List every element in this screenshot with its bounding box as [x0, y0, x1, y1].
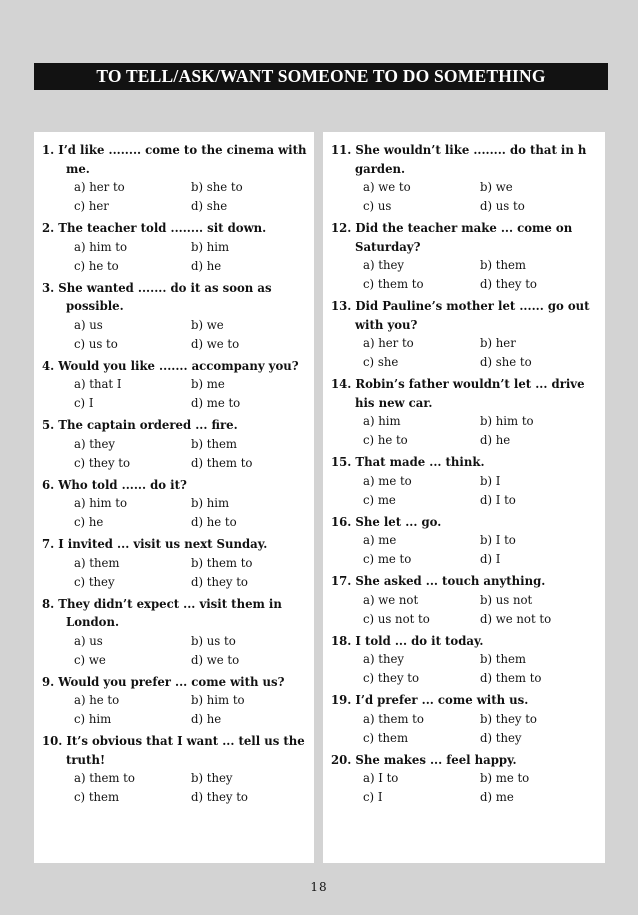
option-c[interactable]: c) them to [363, 277, 424, 291]
question-text: 10. It’s obvious that I want ... tell us the truth! [42, 734, 305, 767]
option-c[interactable]: c) them [74, 790, 120, 804]
option-d[interactable]: d) he [191, 712, 222, 726]
option-d[interactable]: d) they to [191, 790, 248, 804]
option-b[interactable]: b) them [480, 258, 526, 272]
option-c[interactable]: c) us [363, 199, 392, 213]
option-a[interactable]: a) I to [363, 771, 399, 785]
question-5 [42, 416, 314, 473]
option-c[interactable]: c) us not to [363, 611, 430, 626]
option-b[interactable]: b) we [480, 180, 513, 194]
option-a[interactable]: a) they [74, 436, 115, 451]
option-a[interactable]: a) we not [363, 592, 419, 607]
option-c[interactable]: c) they to [74, 455, 131, 470]
option-b[interactable]: b) him to [191, 693, 245, 707]
option-b[interactable]: b) him [191, 496, 230, 510]
option-d[interactable]: d) they [480, 730, 522, 745]
question-text: 1. I’d like ........ come to the cinema with me. [42, 143, 307, 176]
question-text: 13. Did Pauline’s mother let ...... go out [331, 299, 590, 313]
option-b[interactable]: b) us not [480, 592, 533, 607]
option-c[interactable]: c) I [74, 396, 94, 410]
option-c[interactable]: c) he [74, 515, 104, 529]
option-c[interactable]: c) us to [74, 336, 118, 351]
question-1 [42, 141, 314, 216]
question-9 [42, 673, 314, 730]
option-a[interactable]: a) they [363, 258, 404, 272]
option-b[interactable]: b) they [191, 771, 233, 785]
question-text: 3. She wanted ....... do it as soon as possible. [42, 280, 272, 313]
option-b[interactable]: b) I [480, 473, 501, 488]
question-text-continued: garden. [355, 161, 406, 176]
option-a[interactable]: a) us [74, 633, 103, 648]
option-c[interactable]: c) she [363, 355, 399, 369]
option-c[interactable]: c) him [74, 712, 112, 726]
question-text: 16. She let ... go. [331, 514, 442, 529]
option-b[interactable]: b) them [191, 436, 237, 451]
option-d[interactable]: d) me to [191, 396, 241, 410]
option-c[interactable]: c) he to [363, 433, 408, 447]
question-text: 5. The captain ordered ... fire. [42, 418, 238, 432]
left-question-column [34, 132, 314, 863]
option-a[interactable]: a) that I [74, 377, 122, 391]
question-12 [331, 219, 605, 294]
option-d[interactable]: d) we to [191, 336, 240, 351]
question-3 [42, 279, 314, 354]
option-d[interactable]: d) he to [191, 515, 237, 529]
question-2 [42, 219, 314, 276]
option-a[interactable]: a) her to [363, 336, 414, 350]
option-a[interactable]: a) him to [74, 239, 128, 254]
question-10 [42, 732, 314, 807]
option-c[interactable]: c) he to [74, 258, 119, 273]
question-6 [42, 476, 314, 533]
question-text: 18. I told ... do it today. [331, 633, 484, 648]
option-c[interactable]: c) her [74, 199, 109, 213]
option-a[interactable]: a) him to [74, 496, 128, 510]
question-text: 11. She wouldn’t like ........ do that in h [331, 143, 587, 157]
option-b[interactable]: b) me to [480, 771, 530, 785]
question-text-continued: his new car. [355, 395, 433, 410]
right-question-column [323, 132, 605, 863]
option-d[interactable]: d) we not to [480, 611, 552, 626]
question-14 [331, 375, 605, 450]
page-number: 18 [310, 880, 328, 894]
option-d[interactable]: d) they to [191, 574, 248, 589]
option-c[interactable]: c) me [363, 492, 396, 507]
option-b[interactable]: b) her [480, 336, 516, 350]
option-d[interactable]: d) them to [191, 455, 253, 470]
option-b[interactable]: b) I to [480, 533, 516, 547]
option-d[interactable]: d) we to [191, 652, 240, 667]
option-d[interactable]: d) I to [480, 492, 516, 507]
option-a[interactable]: a) them [74, 555, 120, 570]
question-7 [42, 535, 314, 592]
question-text: 19. I’d prefer ... come with us. [331, 693, 529, 707]
option-b[interactable]: b) them [480, 652, 526, 666]
option-b[interactable]: b) we [191, 317, 224, 332]
question-text: 12. Did the teacher make ... come on [331, 221, 573, 235]
question-13 [331, 297, 605, 372]
option-b[interactable]: b) me [191, 377, 225, 391]
question-text-continued: Saturday? [355, 239, 421, 254]
question-text: 17. She asked ... touch anything. [331, 574, 546, 588]
option-b[interactable]: b) us to [191, 633, 236, 648]
question-18 [331, 632, 605, 689]
question-text: 4. Would you like ....... accompany you? [42, 358, 299, 373]
option-a[interactable]: a) him [363, 414, 401, 428]
option-a[interactable]: a) me to [363, 473, 412, 488]
option-d[interactable]: d) he [480, 433, 511, 447]
option-a[interactable]: a) he to [74, 693, 120, 707]
option-a[interactable]: a) them to [363, 711, 424, 726]
option-d[interactable]: d) me [480, 790, 514, 804]
option-c[interactable]: c) they to [363, 671, 420, 685]
question-text: 9. Would you prefer ... come with us? [42, 674, 285, 689]
option-c[interactable]: c) I [363, 790, 383, 804]
question-text: 20. She makes ... feel happy. [331, 752, 517, 767]
worksheet-title: TO TELL/ASK/WANT SOMEONE TO DO SOMETHING [34, 63, 608, 90]
option-a[interactable]: a) them to [74, 771, 135, 785]
question-text: 6. Who told ...... do it? [42, 477, 187, 492]
option-d[interactable]: d) I [480, 552, 501, 566]
question-16 [331, 513, 605, 570]
question-20 [331, 751, 605, 808]
option-b[interactable]: b) they to [480, 711, 537, 726]
option-d[interactable]: d) he [191, 258, 222, 273]
option-d[interactable]: d) us to [480, 199, 525, 213]
question-text: 8. They didn’t expect ... visit them in London. [42, 596, 282, 629]
option-a[interactable]: a) us [74, 317, 103, 332]
option-c[interactable]: c) them [363, 730, 409, 745]
option-b[interactable]: b) him [191, 239, 230, 254]
question-4 [42, 357, 314, 414]
option-b[interactable]: b) she to [191, 180, 243, 194]
question-text-continued: with you? [355, 317, 418, 332]
question-8 [42, 595, 314, 670]
option-d[interactable]: d) she [191, 199, 228, 213]
question-text: 7. I invited ... visit us next Sunday. [42, 537, 268, 551]
option-c[interactable]: c) we [74, 652, 106, 667]
question-text: 14. Robin’s father wouldn’t let ... drive [331, 377, 585, 391]
option-d[interactable]: d) they to [480, 277, 537, 291]
question-text: 15. That made ... think. [331, 455, 485, 469]
question-11 [331, 141, 605, 216]
question-17 [331, 572, 605, 629]
option-d[interactable]: d) she to [480, 355, 532, 369]
option-a[interactable]: a) they [363, 652, 404, 666]
option-d[interactable]: d) them to [480, 671, 542, 685]
option-a[interactable]: a) we to [363, 180, 411, 194]
question-19 [331, 691, 605, 748]
option-b[interactable]: b) him to [480, 414, 534, 428]
option-b[interactable]: b) them to [191, 555, 253, 570]
option-c[interactable]: c) me to [363, 552, 412, 566]
option-c[interactable]: c) they [74, 574, 115, 589]
question-text: 2. The teacher told ........ sit down. [42, 221, 267, 235]
option-a[interactable]: a) me [363, 533, 397, 547]
option-a[interactable]: a) her to [74, 180, 125, 194]
question-15 [331, 453, 605, 510]
